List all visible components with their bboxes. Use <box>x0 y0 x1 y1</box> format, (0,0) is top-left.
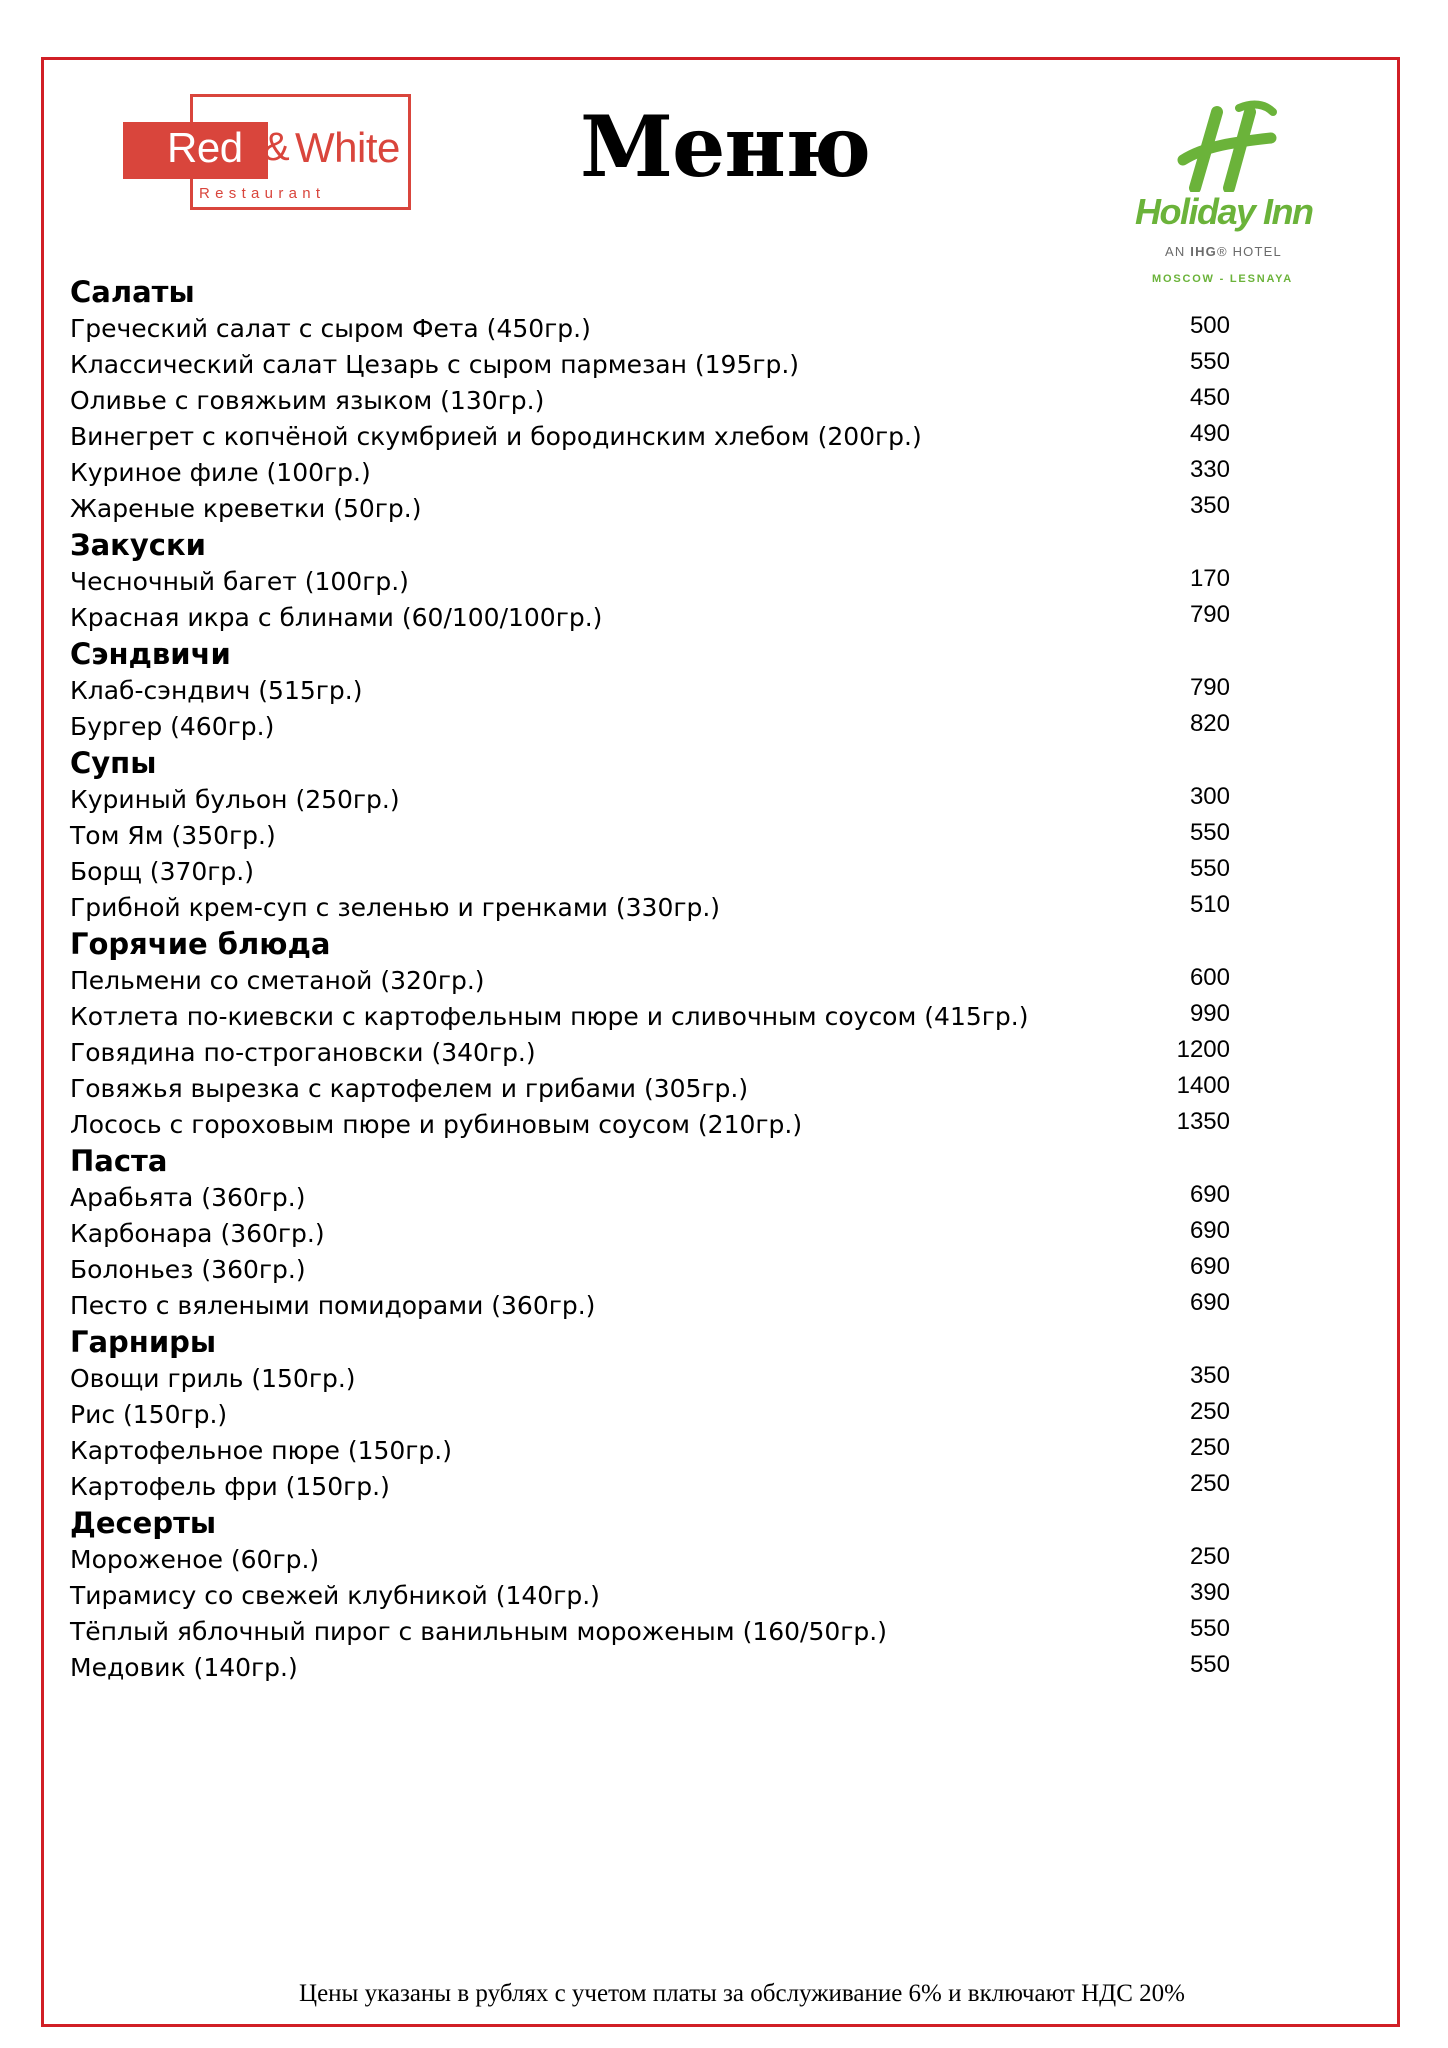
menu-item <box>70 1578 1230 1614</box>
item-name: Грибной крем-суп с зеленью и гренками (330гр.) <box>70 893 721 922</box>
item-price: 250 <box>1189 1470 1230 1497</box>
item-name: Картофель фри (150гр.) <box>70 1472 390 1501</box>
item-price: 550 <box>1189 855 1230 882</box>
item-name: Классический салат Цезарь с сыром пармезан (195гр.) <box>70 350 800 379</box>
item-price: 600 <box>1189 964 1230 991</box>
item-price: 250 <box>1189 1434 1230 1461</box>
item-price: 300 <box>1189 783 1230 810</box>
logo-ampersand: & <box>263 125 290 169</box>
item-price: 490 <box>1189 420 1230 447</box>
item-name: Картофельное пюре (150гр.) <box>70 1436 452 1465</box>
item-name: Карбонара (360гр.) <box>70 1219 325 1248</box>
item-price: 350 <box>1189 1362 1230 1389</box>
item-name: Песто с вялеными помидорами (360гр.) <box>70 1291 596 1320</box>
item-name: Куриное филе (100гр.) <box>70 458 371 487</box>
item-name: Тёплый яблочный пирог с ванильным мороженым (160/50гр.) <box>70 1617 887 1646</box>
item-price: 1400 <box>1176 1072 1230 1099</box>
item-name: Чесночный багет (100гр.) <box>70 567 409 596</box>
menu-item <box>70 963 1230 999</box>
menu-item <box>70 1361 1230 1397</box>
item-price: 550 <box>1189 348 1230 375</box>
menu-item <box>70 782 1230 818</box>
item-price: 250 <box>1189 1543 1230 1570</box>
hotel-tagline: AN IHG® HOTEL <box>1165 244 1282 259</box>
holiday-inn-h-icon <box>1175 98 1277 192</box>
menu-item <box>70 455 1230 491</box>
menu-item <box>70 1433 1230 1469</box>
section-heading: Десерты <box>70 1506 217 1540</box>
section-heading: Супы <box>70 746 157 780</box>
item-name: Овощи гриль (150гр.) <box>70 1364 356 1393</box>
item-name: Лосось с гороховым пюре и рубиновым соусом (210гр.) <box>70 1110 803 1139</box>
hotel-location: MOSCOW - LESNAYA <box>1152 273 1294 285</box>
section-heading: Закуски <box>70 528 206 562</box>
item-price: 790 <box>1189 674 1230 701</box>
menu-item <box>70 347 1230 383</box>
item-name: Красная икра с блинами (60/100/100гр.) <box>70 603 603 632</box>
item-price: 690 <box>1189 1253 1230 1280</box>
menu-item <box>70 1397 1230 1433</box>
menu-item <box>70 1180 1230 1216</box>
item-price: 1200 <box>1176 1036 1230 1063</box>
menu-item <box>70 1071 1230 1107</box>
menu-item <box>70 854 1230 890</box>
item-name: Рис (150гр.) <box>70 1400 228 1429</box>
item-price: 510 <box>1189 891 1230 918</box>
item-name: Греческий салат с сыром Фета (450гр.) <box>70 314 591 343</box>
menu-item <box>70 999 1230 1035</box>
menu-item <box>70 1107 1230 1143</box>
menu-item <box>70 1252 1230 1288</box>
page-title: Меню <box>580 97 871 196</box>
item-price: 1350 <box>1176 1108 1230 1135</box>
item-name: Говяжья вырезка с картофелем и грибами (305гр.) <box>70 1074 749 1103</box>
item-name: Болоньез (360гр.) <box>70 1255 306 1284</box>
item-name: Клаб-сэндвич (515гр.) <box>70 676 363 705</box>
item-name: Куриный бульон (250гр.) <box>70 785 400 814</box>
item-price: 820 <box>1189 710 1230 737</box>
menu-item <box>70 1542 1230 1578</box>
logo-word-red: Red <box>167 124 243 171</box>
item-price: 990 <box>1189 1000 1230 1027</box>
hotel-name: Holiday Inn <box>1135 191 1313 232</box>
red-white-logo <box>123 94 413 212</box>
menu-item <box>70 383 1230 419</box>
item-price: 550 <box>1189 1651 1230 1678</box>
item-price: 170 <box>1189 565 1230 592</box>
item-price: 330 <box>1189 456 1230 483</box>
item-name: Тирамису со свежей клубникой (140гр.) <box>70 1581 600 1610</box>
footer-note: Цены указаны в рублях с учетом платы за обслуживание 6% и включают НДС 20% <box>299 1980 1185 2007</box>
item-price: 690 <box>1189 1289 1230 1316</box>
item-name: Мороженое (60гр.) <box>70 1545 320 1574</box>
menu-item <box>70 1288 1230 1324</box>
item-name: Говядина по-строгановски (340гр.) <box>70 1038 536 1067</box>
menu-item <box>70 600 1230 636</box>
section-heading: Паста <box>70 1144 168 1178</box>
item-name: Борщ (370гр.) <box>70 857 254 886</box>
item-name: Арабьята (360гр.) <box>70 1183 306 1212</box>
section-heading: Горячие блюда <box>70 927 331 961</box>
item-price: 350 <box>1189 492 1230 519</box>
section-heading: Сэндвичи <box>70 637 231 671</box>
menu-item <box>70 890 1230 926</box>
menu-item <box>70 1614 1230 1650</box>
item-price: 690 <box>1189 1181 1230 1208</box>
menu-item <box>70 491 1230 527</box>
menu-item <box>70 1035 1230 1071</box>
menu-item <box>70 419 1230 455</box>
item-name: Оливье с говяжьим языком (130гр.) <box>70 386 545 415</box>
section-heading: Салаты <box>70 275 195 309</box>
holiday-inn-logo <box>1125 98 1325 294</box>
menu-item <box>70 1216 1230 1252</box>
item-price: 690 <box>1189 1217 1230 1244</box>
item-price: 390 <box>1189 1579 1230 1606</box>
item-name: Пельмени со сметаной (320гр.) <box>70 966 485 995</box>
item-name: Винегрет с копчёной скумбрией и бородинским хлебом (200гр.) <box>70 422 922 451</box>
section-heading: Гарниры <box>70 1325 217 1359</box>
item-name: Медовик (140гр.) <box>70 1653 298 1682</box>
item-name: Котлета по-киевски с картофельным пюре и сливочным соусом (415гр.) <box>70 1002 1029 1031</box>
item-name: Том Ям (350гр.) <box>70 821 276 850</box>
item-price: 790 <box>1189 601 1230 628</box>
menu-item <box>70 673 1230 709</box>
item-price: 550 <box>1189 1615 1230 1642</box>
logo-subtitle: Restaurant <box>199 185 326 202</box>
menu-item <box>70 818 1230 854</box>
item-price: 500 <box>1189 312 1230 339</box>
item-price: 250 <box>1189 1398 1230 1425</box>
menu-item <box>70 1650 1230 1686</box>
item-name: Бургер (460гр.) <box>70 712 275 741</box>
logo-word-white: White <box>295 124 400 171</box>
menu-item <box>70 564 1230 600</box>
menu-item <box>70 709 1230 745</box>
item-name: Жареные креветки (50гр.) <box>70 494 422 523</box>
menu-item <box>70 1469 1230 1505</box>
item-price: 450 <box>1189 384 1230 411</box>
menu-list <box>70 274 1230 1686</box>
item-price: 550 <box>1189 819 1230 846</box>
menu-item <box>70 311 1230 347</box>
